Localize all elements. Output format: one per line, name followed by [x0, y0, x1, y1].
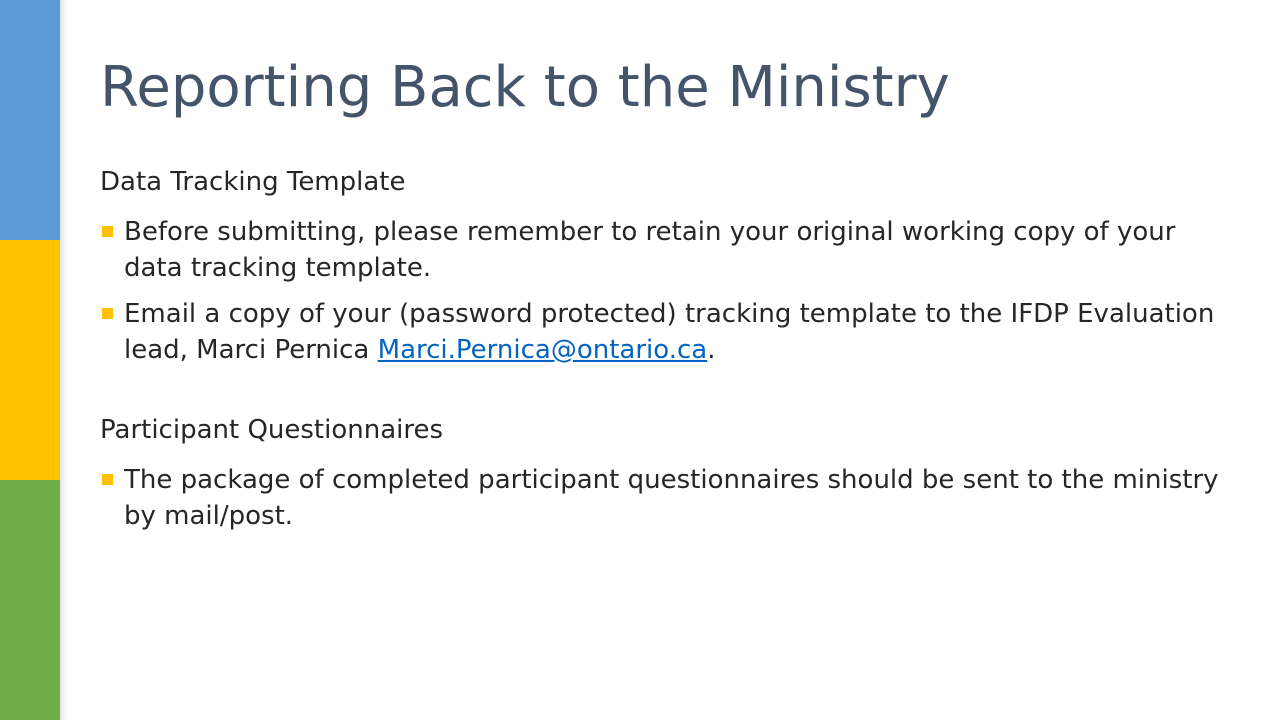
section-heading-participant-questionnaires: Participant Questionnaires: [100, 415, 444, 445]
sidebar-shadow: [60, 0, 68, 720]
bullet-text: Before submitting, please remember to retain your original working copy of your data tracking template.: [124, 217, 1176, 283]
bullet-text: The package of completed participant questionnaires should be sent to the ministry by mail/post.: [124, 465, 1219, 531]
slide-title: Reporting Back to the Ministry: [100, 55, 950, 120]
email-link[interactable]: Marci.Pernica@ontario.ca: [377, 335, 708, 365]
bullet-email-copy: [100, 296, 1220, 368]
sidebar-blue-block: [0, 0, 60, 240]
bullet-suffix: .: [707, 335, 716, 365]
slide-body: [100, 160, 1220, 534]
section-spacer: [100, 368, 1220, 408]
bullet-text: Email a copy of your (password protected) tracking template to the IFDP Evaluation lead, Marci Pernica: [124, 299, 1215, 365]
square-bullet-icon: [102, 474, 113, 485]
bullet-retain-copy: [100, 214, 1220, 286]
square-bullet-icon: [102, 308, 113, 319]
sidebar-green-block: [0, 480, 60, 720]
square-bullet-icon: [102, 226, 113, 237]
bullet-questionnaires: [100, 462, 1220, 534]
sidebar-yellow-block: [0, 240, 60, 480]
section-heading-data-tracking: Data Tracking Template: [100, 167, 406, 197]
